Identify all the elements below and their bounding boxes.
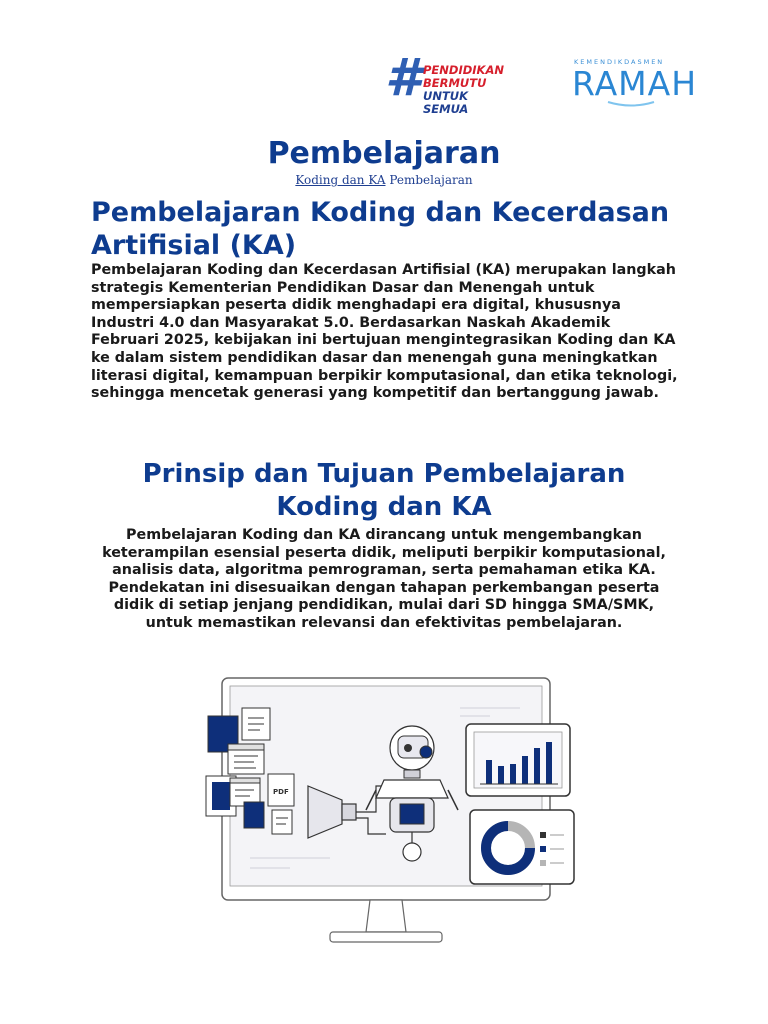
pendidikan-bermutu-logo-text bbox=[423, 64, 515, 116]
pendidikan-bermutu-logo bbox=[385, 48, 515, 116]
logo-line-2: BERMUTU bbox=[423, 76, 487, 90]
page-title: Pembelajaran bbox=[267, 136, 501, 171]
bar-chart-panel-icon bbox=[466, 724, 570, 796]
logo-line-3: UNTUK SEMUA bbox=[423, 89, 469, 116]
breadcrumb-current: Pembelajaran bbox=[389, 173, 473, 187]
section-body-prinsip-tujuan: Pembelajaran Koding dan KA dirancang untuk mengembangkan keterampilan esensial peserta didik, meliputi berpikir komputasional, analisis data, algoritma pemrograman, serta pemahaman etika KA. Pendekatan ini disesuaikan dengan tahapan perkembangan peserta didik di setiap jenjang pendidikan, mulai dari SD hingga SMA/SMK, untuk memastikan relevansi dan efektivitas pembelajaran. bbox=[102, 527, 666, 631]
ai-learning-illustration bbox=[190, 668, 590, 958]
swoosh-icon bbox=[606, 100, 656, 108]
section-title-prinsip-tujuan: Prinsip dan Tujuan Pembelajaran Koding dan KA bbox=[142, 459, 626, 522]
pdf-label: PDF bbox=[273, 788, 289, 796]
breadcrumb-link-koding-ka[interactable]: Koding dan KA bbox=[295, 173, 386, 187]
ramah-logo bbox=[570, 58, 698, 110]
ramah-logo-small-text: KEMENDIKDASMEN bbox=[574, 58, 665, 66]
section-title-koding-ka: Pembelajaran Koding dan Kecerdasan Artifisial (KA) bbox=[91, 197, 670, 261]
section-body-koding-ka: Pembelajaran Koding dan Kecerdasan Artifisial (KA) merupakan langkah strategis Kementerian Pendidikan Dasar dan Menengah untuk mempersiapkan peserta didik menghadapi era digital, khususnya Industri 4.0 dan Masyarakat 5.0. Berdasarkan Naskah Akademik Februari 2025, kebijakan ini bertujuan mengintegrasikan Koding dan KA ke dalam sistem pendidikan dasar dan menengah guna meningkatkan literasi digital, kemampuan berpikir komputasional, dan etika teknologi, sehingga mencetak generasi yang kompetitif dan bertanggung jawab. bbox=[91, 262, 678, 402]
logo-line-1: PENDIDIKAN bbox=[423, 63, 504, 77]
donut-chart-panel-icon bbox=[470, 810, 574, 884]
ramah-logo-big-text: RAMAH bbox=[572, 64, 698, 103]
hashtag-icon: # bbox=[385, 48, 422, 108]
breadcrumb bbox=[0, 173, 768, 187]
